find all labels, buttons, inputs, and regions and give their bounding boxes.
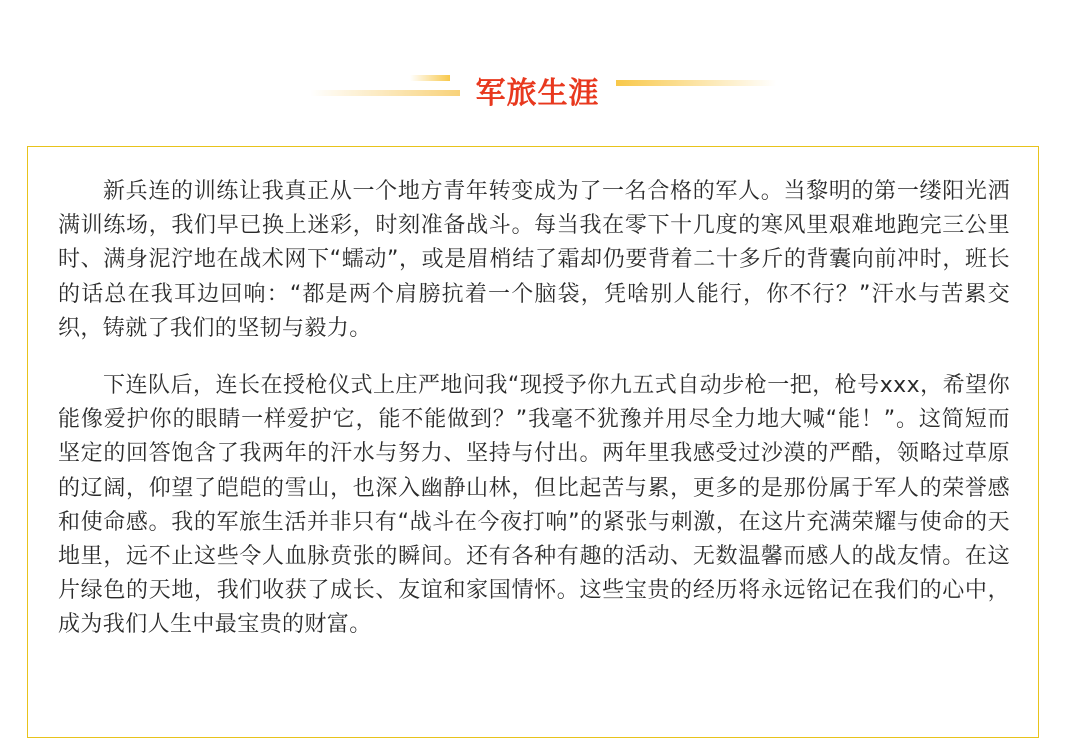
section-header	[0, 60, 1075, 120]
section-title: 军旅生涯	[475, 76, 600, 111]
article-paragraph-1: 新兵连的训练让我真正从一个地方青年转变成为了一名合格的军人。当黎明的第一缕阳光洒满训练场，我们早已换上迷彩，时刻准备战斗。每当我在零下十几度的寒风里艰难地跑完三公里时、满身泥泞地在战术网下“蠕动”，或是眉梢结了霜却仍要背着二十多斤的背囊向前冲时，班长的话总在我耳边回响：“都是两个肩膀抗着一个脑袋，凭啥别人能行，你不行？”汗水与苦累交织，铸就了我们的坚韧与毅力。	[58, 179, 1010, 341]
article-box	[27, 146, 1039, 738]
article-paragraph-2: 下连队后，连长在授枪仪式上庄严地问我“现授予你九五式自动步枪一把，枪号xxx，希望你能像爱护你的眼睛一样爱护它，能不能做到？”我毫不犹豫并用尽全力地大喊“能！”。这简短而坚定的回答饱含了我两年的汗水与努力、坚持与付出。两年里我感受过沙漠的严酷，领略过草原的辽阔，仰望了皑皑的雪山，也深入幽静山林，但比起苦与累，更多的是那份属于军人的荣誉感和使命感。我的军旅生活并非只有“战斗在今夜打响”的紧张与刺激，在这片充满荣耀与使命的天地里，远不止这些令人血脉贲张的瞬间。还有各种有趣的活动、无数温馨而感人的战友情。在这片绿色的天地，我们收获了成长、友谊和家国情怀。这些宝贵的经历将永远铭记在我们的心中，成为我们人生中最宝贵的财富。	[58, 373, 1010, 638]
